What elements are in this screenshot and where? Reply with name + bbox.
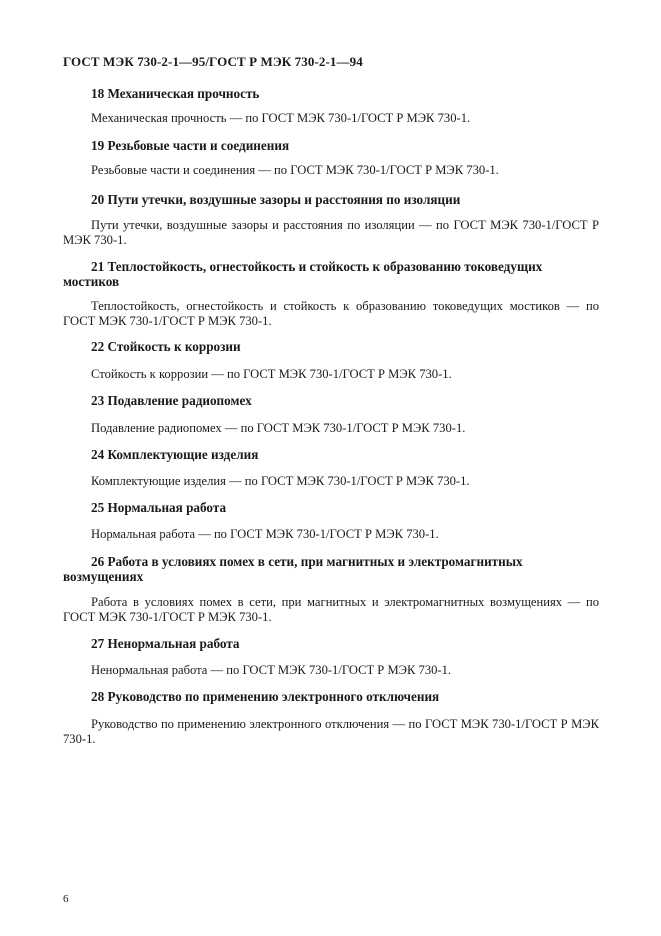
section-title: 27 Ненормальная работа (91, 636, 240, 651)
section-title: 22 Стойкость к коррозии (91, 339, 241, 354)
section-title: 26 Работа в условиях помех в сети, при магнитных и электромагнитных возмущениях (63, 554, 523, 584)
section-18 (0, 86, 661, 126)
section-body: Нормальная работа — по ГОСТ МЭК 730-1/ГОСТ Р МЭК 730-1. (91, 527, 439, 541)
section-23 (0, 393, 661, 436)
section-title: 20 Пути утечки, воздушные зазоры и расстояния по изоляции (91, 192, 461, 207)
section-body: Комплектующие изделия — по ГОСТ МЭК 730-1/ГОСТ Р МЭК 730-1. (91, 474, 470, 488)
section-28 (0, 689, 661, 747)
section-title: 25 Нормальная работа (91, 500, 227, 515)
section-19 (0, 138, 661, 178)
section-title: 24 Комплектующие изделия (91, 447, 259, 462)
section-22 (0, 339, 661, 382)
document-header: ГОСТ МЭК 730-2-1—95/ГОСТ Р МЭК 730-2-1—94 (63, 54, 363, 69)
section-body: Пути утечки, воздушные зазоры и расстояния по изоляции — по ГОСТ МЭК 730-1/ГОСТ Р МЭК 730-1. (63, 218, 599, 247)
section-body: Работа в условиях помех в сети, при магнитных и электромагнитных возмущениях — по ГОСТ МЭК 730-1/ГОСТ Р МЭК 730-1. (63, 595, 599, 624)
section-21 (0, 259, 661, 329)
section-title: 19 Резьбовые части и соединения (91, 138, 290, 153)
section-body: Теплостойкость, огнестойкость и стойкость к образованию токоведущих мостиков — по ГОСТ МЭК 730-1/ГОСТ Р МЭК 730-1. (63, 299, 599, 328)
section-title: 28 Руководство по применению электронного отключения (91, 689, 440, 704)
section-27 (0, 636, 661, 678)
section-title: 21 Теплостойкость, огнестойкость и стойкость к образованию токоведущих мостиков (63, 259, 543, 289)
section-25 (0, 500, 661, 542)
section-20 (0, 192, 661, 248)
section-title: 18 Механическая прочность (91, 86, 260, 101)
section-24 (0, 447, 661, 489)
section-body: Стойкость к коррозии — по ГОСТ МЭК 730-1/ГОСТ Р МЭК 730-1. (91, 367, 452, 381)
section-body: Подавление радиопомех — по ГОСТ МЭК 730-1/ГОСТ Р МЭК 730-1. (91, 421, 466, 435)
section-body: Резьбовые части и соединения — по ГОСТ МЭК 730-1/ГОСТ Р МЭК 730-1. (91, 163, 499, 177)
section-body: Руководство по применению электронного отключения — по ГОСТ МЭК 730-1/ГОСТ Р МЭК 730-1. (63, 717, 599, 746)
section-body: Механическая прочность — по ГОСТ МЭК 730-1/ГОСТ Р МЭК 730-1. (91, 111, 471, 125)
section-body: Ненормальная работа — по ГОСТ МЭК 730-1/ГОСТ Р МЭК 730-1. (91, 663, 452, 677)
section-title: 23 Подавление радиопомех (91, 393, 252, 408)
section-26 (0, 554, 661, 625)
page-number: 6 (63, 893, 69, 905)
